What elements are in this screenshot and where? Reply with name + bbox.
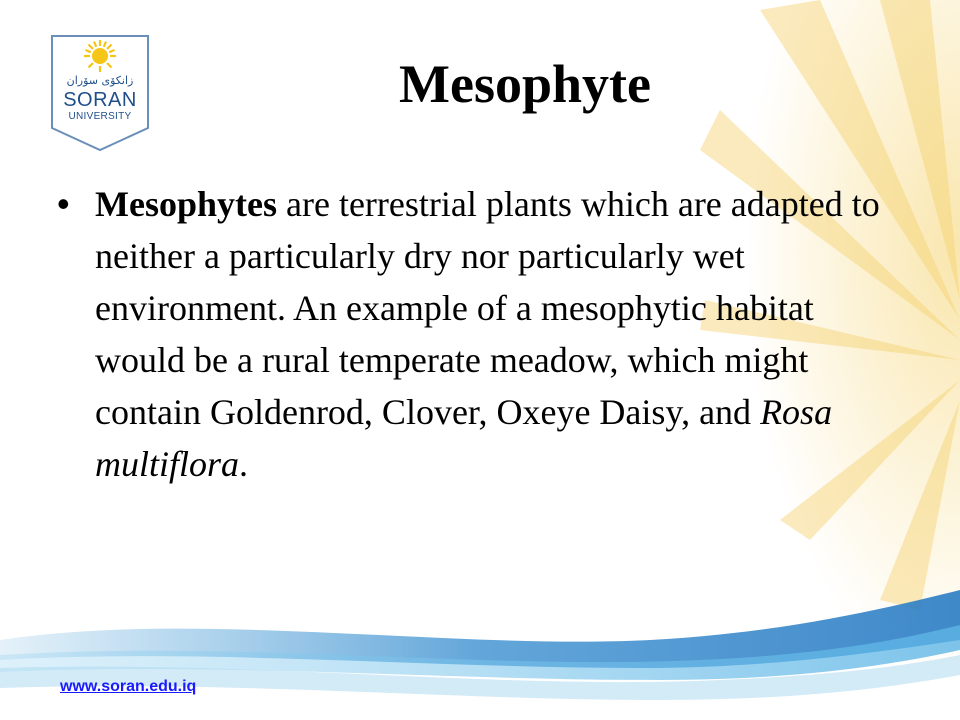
bullet-dot-icon: •	[57, 183, 70, 224]
website-link[interactable]: www.soran.edu.iq	[60, 678, 197, 695]
bullet-species-name: Rosa multiflora	[95, 392, 833, 484]
logo-name-university: UNIVERSITY	[68, 111, 132, 122]
university-logo	[48, 32, 152, 154]
logo-arabic-text: زانكۆی سۆران	[66, 74, 134, 87]
sun-icon	[84, 40, 116, 72]
bullet-body-text: are terrestrial plants which are adapted to neither a particularly dry nor particularly wet environment. An example of a mesophytic habitat would be a rural temperate meadow, which might contain Goldenrod, Clover, Oxeye Daisy, and	[95, 184, 880, 432]
logo-name-soran: SORAN	[63, 89, 137, 111]
bullet-end-punctuation: .	[239, 444, 249, 484]
bullet-term: Mesophytes	[95, 184, 277, 224]
bullet-list	[55, 178, 900, 490]
slide-title: Mesophyte	[399, 54, 651, 114]
bullet-item	[55, 178, 900, 490]
